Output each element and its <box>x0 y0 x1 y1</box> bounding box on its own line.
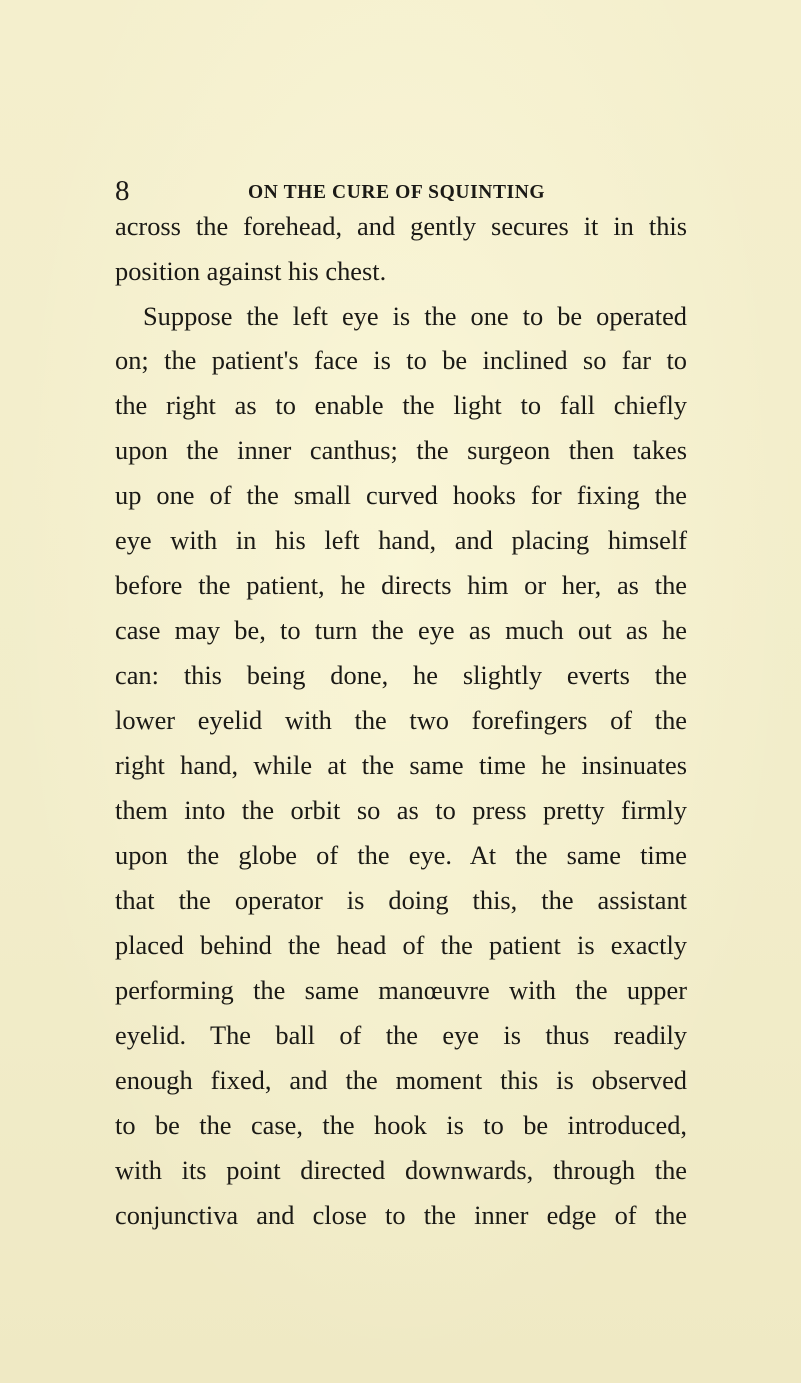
text-line-5: the right as to enable the light to fall chiefly <box>115 390 687 420</box>
text-line-16: that the operator is doing this, the assistant <box>115 885 687 915</box>
text-line-3: Suppose the left eye is the one to be operated <box>143 301 687 331</box>
text-line-1: across the forehead, and gently secures it in this <box>115 211 687 241</box>
text-line-14: them into the orbit so as to press pretty firmly <box>115 795 687 825</box>
text-line-20: enough fixed, and the moment this is observed <box>115 1065 687 1095</box>
text-line-13: right hand, while at the same time he insinuates <box>115 750 687 780</box>
text-line-10: case may be, to turn the eye as much out as he <box>115 615 687 645</box>
text-line-12: lower eyelid with the two forefingers of the <box>115 705 687 735</box>
running-head: ON THE CURE OF SQUINTING <box>248 182 546 203</box>
text-line-4: on; the patient's face is to be inclined so far to <box>115 345 687 375</box>
text-line-19: eyelid. The ball of the eye is thus readily <box>115 1020 687 1050</box>
text-line-21: to be the case, the hook is to be introduced, <box>115 1110 687 1140</box>
text-line-11: can: this being done, he slightly everts the <box>115 660 687 690</box>
text-line-22: with its point directed downwards, through the <box>115 1155 687 1185</box>
text-line-18: performing the same manœuvre with the upper <box>115 975 687 1005</box>
text-line-8: eye with in his left hand, and placing himself <box>115 525 687 555</box>
page-header <box>0 176 801 206</box>
text-line-9: before the patient, he directs him or her, as the <box>115 570 687 600</box>
text-line-2: position against his chest. <box>115 256 387 286</box>
page-number: 8 <box>115 175 130 207</box>
text-line-17: placed behind the head of the patient is exactly <box>115 930 687 960</box>
text-line-7: up one of the small curved hooks for fixing the <box>115 480 687 510</box>
text-line-15: upon the globe of the eye. At the same time <box>115 840 687 870</box>
text-line-6: upon the inner canthus; the surgeon then takes <box>115 435 687 465</box>
text-line-23: conjunctiva and close to the inner edge of the <box>115 1200 687 1230</box>
